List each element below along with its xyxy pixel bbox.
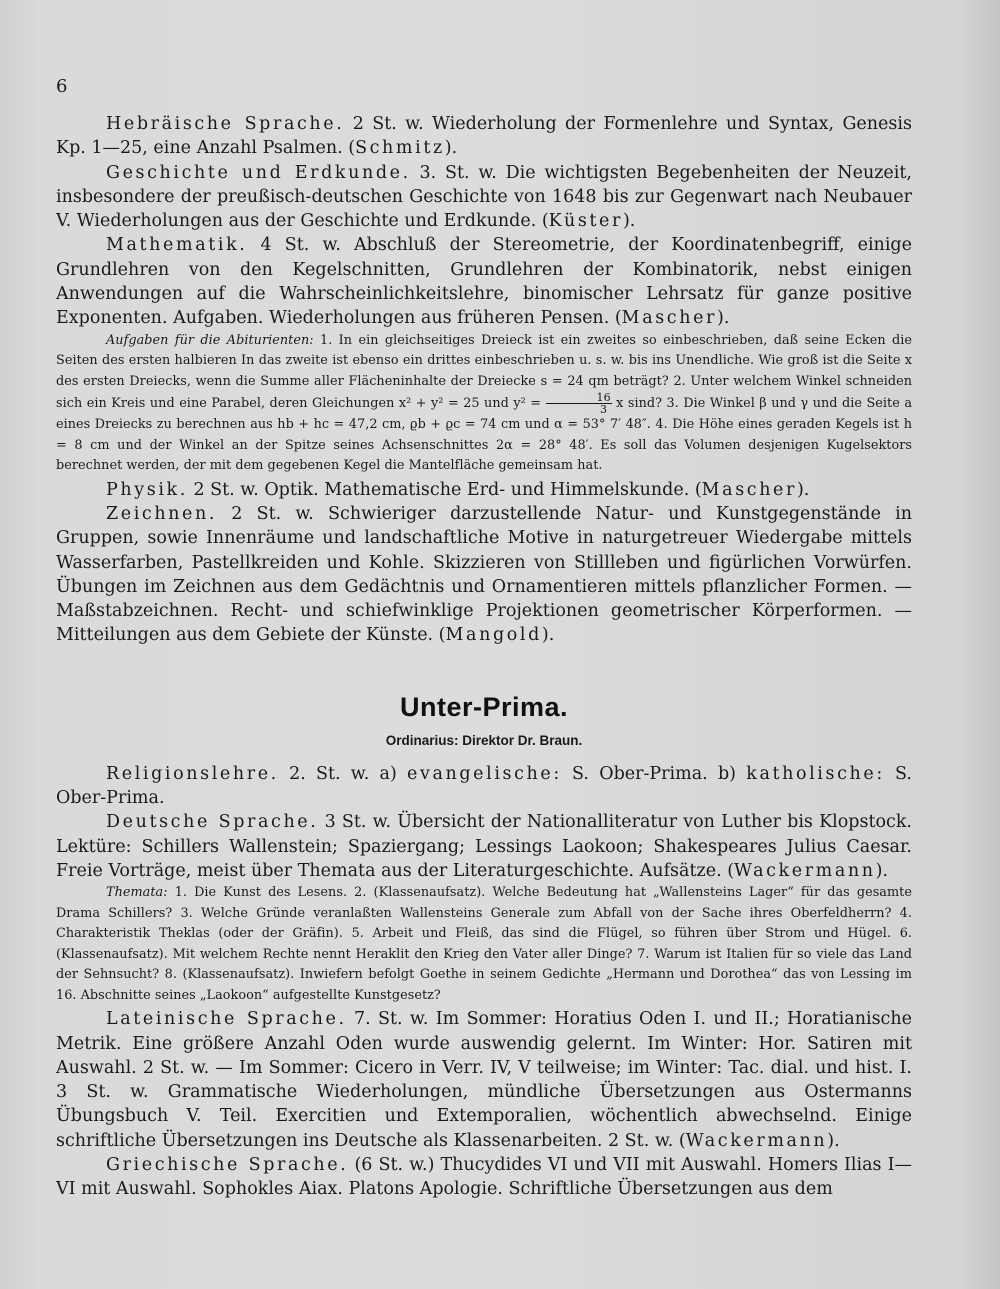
fraction-denominator: 3 [600, 403, 608, 417]
religion-text-1: 2. St. w. a) [289, 763, 408, 784]
subject-mathematik: Mathematik. [106, 235, 248, 256]
teacher-mascher: Mascher [621, 308, 717, 329]
text-geschichte: 3. St. w. Die wichtigsten Begebenheiten der Neuzeit, insbesondere der preußisch-deutschen Geschichte von 1648 bis zur Gegenwart nach Neubauer V. Wiederholungen aus der Geschichte und Erdkunde. ( [56, 162, 912, 232]
subject-zeichnen: Zeichnen. [106, 503, 218, 524]
teacher-mangold: Mangold [445, 625, 542, 646]
paren-end: ). [444, 138, 458, 159]
paren-end: ). [622, 211, 636, 232]
subject-religion: Religionslehre. [106, 763, 279, 784]
subject-deutsch: Deutsche Sprache. [106, 812, 319, 833]
paragraph-geschichte [56, 161, 912, 234]
teacher-kuester: Küster [548, 211, 623, 232]
teacher-mascher: Mascher [701, 479, 797, 500]
text-hebraeisch: 2 St. w. Wiederholung der Formenlehre und Syntax, Genesis Kp. 1—25, eine Anzahl Psalmen. ( [56, 114, 912, 159]
text-mathematik: 4 St. w. Abschluß der Stereometrie, der Koordinatenbegriff, einige Grundlehren von den Kegelschnitten, Grundlehren der Kombinatorik, nebst einigen Anwendungen auf die Wahrscheinlichkeitslehre, binomischer Lehrsatz für ganze positive Exponenten. Aufgaben. Wiederholungen aus früheren Pensen. ( [56, 235, 912, 329]
themata-label: Themata: [106, 885, 168, 901]
paragraph-griechisch [56, 1153, 912, 1202]
religion-text-2: S. Ober-Prima. b) [561, 763, 747, 784]
page-number: 6 [56, 76, 68, 97]
religion-text-3: S. Ober-Prima. [56, 763, 912, 809]
text-physik: 2 St. w. Optik. Mathematische Erd- und Himmelskunde. ( [193, 479, 702, 500]
paragraph-hebraeisch [56, 112, 912, 161]
teacher-wackermann: Wackermann [685, 1130, 828, 1151]
subject-hebraeisch: Hebräische Sprache. [106, 114, 345, 134]
fraction [546, 392, 612, 415]
teacher-schmitz: Schmitz [355, 138, 445, 159]
paragraph-mathematik [56, 233, 912, 330]
abitur-text-1: 1. In ein gleichseitiges Dreieck ist ein zweites so einbeschrieben, daß seine Ecken die Seiten des ersten halbieren In das zweite ist ebenso ein drittes einbeschrieben u. s. w. bis ins Unendliche. Wie groß ist die Seite x des ersten Dreiecks, wenn die Summe aller Flächeninhalte der Dreiecke s = 24 qm beträgt? 2. Unter welchem Winkel schneiden sich ein Kreis und eine Parabel, deren Gleichungen x² + y² = 25 und y² = [56, 332, 912, 412]
paragraph-deutsch [56, 810, 912, 883]
subject-latein: Lateinische Sprache. [106, 1009, 347, 1030]
paragraph-religion [56, 762, 912, 811]
ordinarius-line: Ordinarius: Direktor Dr. Braun. [385, 732, 583, 748]
paragraph-latein [56, 1007, 912, 1153]
paragraph-physik [56, 478, 912, 502]
subject-geschichte: Geschichte und Erdkunde. [106, 162, 411, 183]
paren-end: ). [827, 1130, 840, 1151]
abitur-tasks [56, 331, 912, 477]
paren-end: ). [717, 308, 730, 329]
themata-list [56, 883, 912, 1006]
religion-evangelisch: evangelische: [407, 763, 562, 784]
text-latein: 7. St. w. Im Sommer: Horatius Oden I. und II.; Horatianische Metrik. Eine größere Anzahl Oden wurde auswendig gelernt. Im Winter: Hor. Satiren mit Auswahl. 2 St. w. — Im Sommer: Cicero in Verr. IV, V teilweise; im Winter: Tac. dial. und hist. I. 3 St. w. Grammatische Wiederholungen, mündliche Übersetzungen aus Ostermanns Übungsbuch V. Teil. Exercitien und Extemporalien, wöchentlich abwechselnd. Einige schriftliche Übersetzungen ins Deutsche als Klassenarbeiten. 2 St. w. ( [56, 1009, 912, 1151]
paren-end: ). [541, 625, 555, 646]
paren-end: ). [796, 479, 810, 500]
subject-griechisch: Griechische Sprache. [106, 1155, 349, 1176]
teacher-wackermann: Wackermann [734, 860, 876, 881]
section-title: Unter-Prima. [399, 691, 569, 722]
paragraph-zeichnen [56, 502, 912, 648]
subject-physik: Physik. [106, 479, 188, 500]
text-griechisch: (6 St. w.) Thucydides VI und VII mit Auswahl. Homers Ilias I—VI mit Auswahl. Sophokles Aiax. Platons Apologie. Schriftliche Übersetzungen aus dem [56, 1155, 912, 1200]
abitur-text-2: x sind? 3. Die Winkel β und γ und die Seite a eines Dreiecks zu berechnen aus hb + hc = 47,2 cm, ϱb + ϱc = 74 cm und α = 53° 7′ 48″. 4. Die Höhe eines geraden Kegels ist h = 8 cm und der Winkel an der Spitze seines Achsenschnittes 2α = 28° 48′. Es soll das Volumen desjenigen Kugelsektors berechnet werden, der mit dem gegebenen Kegel die Mantelfläche gemeinsam hat. [56, 396, 913, 474]
religion-katholisch: katholische: [746, 763, 885, 784]
page-content [56, 112, 912, 1202]
text-deutsch: 3 St. w. Übersicht der Nationalliteratur von Luther bis Klopstock. Lektüre: Schillers Wallenstein; Spaziergang; Lessings Laokoon; Shakespeares Julius Caesar. Freie Vorträge, meist über Themata aus der Literaturgeschichte. Aufsätze. ( [56, 812, 912, 881]
text-zeichnen: 2 St. w. Schwieriger darzustellende Natur- und Kunstgegenstände in Gruppen, sowie Innenräume und landschaftliche Motive in naturgetreuer Wiedergabe mittels Wasserfarben, Pastellkreiden und Kohle. Skizzieren von Stillleben und figürlichen Vorwürfen. Übungen im Zeichnen aus dem Gedächtnis und Ornamentieren mittels pflanzlicher Formen. — Maßstabzeichnen. Recht- und schiefwinklige Projektionen geometrischer Körperformen. — Mitteilungen aus dem Gebiete der Künste. ( [56, 503, 912, 646]
paren-end: ). [875, 860, 889, 881]
fraction-numerator: 16 [546, 392, 612, 404]
themata-text: 1. Die Kunst des Lesens. 2. (Klassenaufsatz). Welche Bedeutung hat „Wallensteins Lager“ für das gesamte Drama Schillers? 3. Welche Gründe veranlaßten Wallensteins Generale zum Abfall von der Sache ihres Oberfeldherrn? 4. Charakteristik Theklas (oder der Gräfin). 5. Arbeit und Fleiß, das sind die Flügel, so führen über Strom und Hügel. 6. (Klassenaufsatz). Mit welchem Rechte nennt Heraklit den Krieg den Vater aller Dinge? 7. Warum ist Italien für so viele das Land der Sehnsucht? 8. (Klassenaufsatz). Inwiefern befolgt Goethe in seinem Gedichte „Hermann und Dorothea“ das von Lessing im 16. Abschnitte seines „Laokoon“ aufgestellte Kunstgesetz? [56, 885, 912, 1003]
abitur-label: Aufgaben für die Abiturienten: [106, 332, 314, 348]
